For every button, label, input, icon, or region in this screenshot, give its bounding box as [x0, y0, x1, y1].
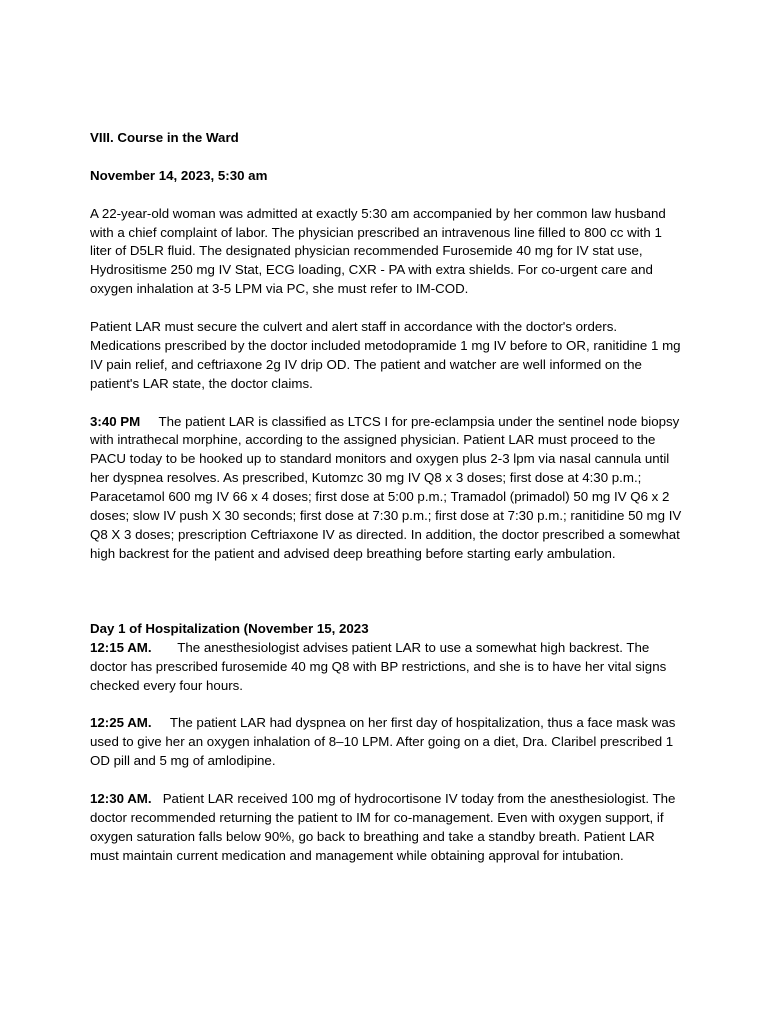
date-heading: November 14, 2023, 5:30 am — [90, 167, 268, 183]
entry-340-paragraph — [90, 413, 686, 564]
entry-1215-paragraph — [90, 639, 686, 696]
spacer — [90, 299, 686, 318]
spacer — [90, 186, 686, 205]
spacer — [90, 394, 686, 413]
spacer — [90, 564, 686, 620]
admission-paragraph: A 22-year-old woman was admitted at exactly 5:30 am accompanied by her common law husband with a chief complaint of labor. The physician prescribed an intravenous line filled to 800 cc with 1 liter of D5LR fluid. The designated physician recommended Furosemide 40 mg for IV stat use, Hydrositisme 250 mg IV Stat, ECG loading, CXR - PA with extra shields. For co-urgent care and oxygen inhalation at 3-5 LPM via PC, she must refer to IM-COD. — [90, 205, 666, 297]
entry-text: Patient LAR received 100 mg of hydrocortisone IV today from the anesthesiologist. The doctor recommended returning the patient to IM for co-management. Even with oxygen support, if oxygen saturation falls below 90%, go back to breathing and take a standby breath. Patient LAR must maintain current medication and management while obtaining approval for intubation. — [90, 790, 676, 863]
day1-heading: Day 1 of Hospitalization (November 15, 2023 — [90, 620, 369, 636]
entry-time: 3:40 PM — [90, 413, 141, 429]
entry-1230-paragraph — [90, 790, 686, 866]
section-title: VIII. Course in the Ward — [90, 130, 239, 145]
spacer — [90, 695, 686, 714]
spacer — [90, 148, 686, 167]
document-content — [90, 129, 686, 866]
entry-text: The patient LAR is classified as LTCS I for pre-eclampsia under the sentinel node biopsy with intrathecal morphine, according to the assigned physician. Patient LAR must proceed to the PACU today to be hooked up to standard monitors and oxygen plus 2-3 lpm via nasal cannula until her dyspnea resolves. As prescribed, Kutomzc 30 mg IV Q8 x 3 doses; first dose at 4:30 p.m.; Paracetamol 600 mg IV 66 x 4 doses; first dose at 5:00 p.m.; Tramadol (primadol) 50 mg IV Q6 x 2 doses; slow IV push X 30 seconds; first dose at 7:30 p.m.; first dose at 7:30 p.m.; ranitidine 50 mg IV Q8 X 3 doses; prescription Ceftriaxone IV as directed. In addition, the doctor prescribed a somewhat high backrest for the patient and advised deep breathing before starting early ambulation. — [90, 413, 682, 561]
entry-text: The anesthesiologist advises patient LAR to use a somewhat high backrest. The doctor has prescribed furosemide 40 mg Q8 with BP restrictions, and she is to have her vital signs checked every four hours. — [90, 639, 667, 693]
entry-time: 12:15 AM. — [90, 639, 152, 655]
orders-paragraph: Patient LAR must secure the culvert and alert staff in accordance with the doctor's orders. Medications prescribed by the doctor included metodopramide 1 mg IV before to OR, ranitidine 1 mg IV pain relief, and ceftriaxone 2g IV drip OD. The patient and watcher are well informed on the patient's LAR state, the doctor claims. — [90, 319, 681, 391]
spacer — [90, 771, 686, 790]
entry-text: The patient LAR had dyspnea on her first day of hospitalization, thus a face mask was used to give her an oxygen inhalation of 8–10 LPM. After going on a diet, Dra. Claribel prescribed 1 OD pill and 5 mg of amlodipine. — [90, 715, 676, 769]
entry-time: 12:25 AM. — [90, 715, 152, 731]
entry-1225-paragraph — [90, 714, 686, 771]
entry-time: 12:30 AM. — [90, 790, 152, 806]
